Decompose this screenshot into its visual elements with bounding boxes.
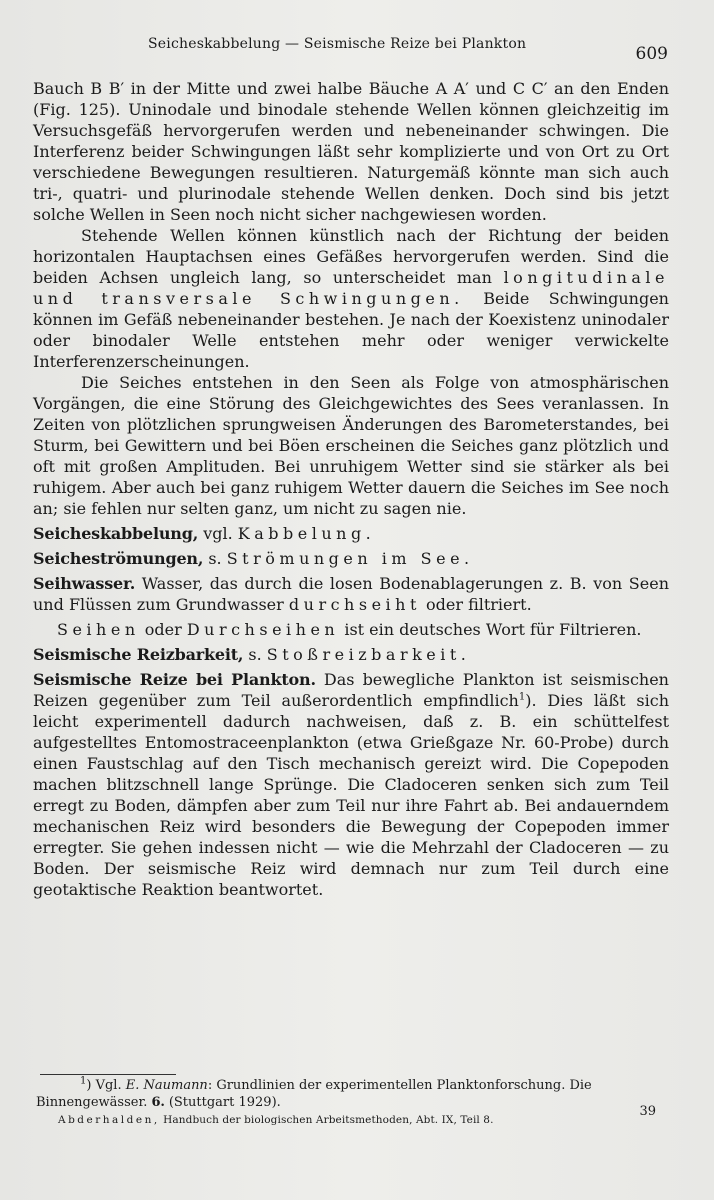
footnote-rule xyxy=(40,1074,176,1075)
entry-term: Seicheströmungen, xyxy=(33,549,204,568)
spaced-term: Durchseihen xyxy=(186,620,340,639)
paragraph-3: Die Seiches entstehen in den Seen als Folge von atmosphärischen Vorgängen, die eine Störung des Gleichgewichtes des Sees veranlassen. In Zeiten von plötzlichen sprungweisen Änderungen des Barometerstandes, bei Sturm, bei Gewittern und bei Böen erscheinen die Seiches ganz plötzlich und oft mit großen Amplituden. Bei unruhigem Wetter sind sie stärker als bei ruhigem. Aber auch bei ganz ruhigem Wetter dauern die Seiches im See noch an; sie fehlen nur selten ganz, um nicht zu sagen nie. xyxy=(33,373,669,518)
signature-mark: 39 xyxy=(639,1104,656,1119)
entry-seichestroemungen: Seicheströmungen, s. Strömungen im See. xyxy=(33,549,474,568)
spaced-term: durchseiht xyxy=(288,595,421,614)
spaced-term: longitudinale und transversale Schwingungen. xyxy=(33,268,669,308)
body-text xyxy=(33,78,669,900)
imprint-author: Abderhalden, xyxy=(58,1114,160,1126)
footnote: $^1$) Vgl. E. Naumann: Grundlinien der experimentellen Planktonforschung. Die Binnengewässer. 6. (Stuttgart 1929). xyxy=(36,1075,592,1110)
footnote-author: E. Naumann xyxy=(125,1078,208,1093)
entry-seismische-reize-plankton: Seismische Reize bei Plankton. Das bewegliche Plankton ist seismischen Reizen gegenüber zum Teil außerordentlich empfindlich$^1$). Dies läßt sich leicht experimentell dadurch nachweisen, daß z. B. ein schüttelfest aufgestelltes Entomostraceenplankton (etwa Grießgaze Nr. 60-Probe) durch einen Faustschlag auf den Tisch mechanisch gereizt wird. Die Copepoden machen blitzschnell lange Sprünge. Die Cladoceren senken sich zum Teil erregt zu Boden, dämpfen aber zum Teil nur ihre Fahrt ab. Bei andauerndem mechanischen Reiz wird besonders die Bewegung der Copepoden immer erregter. Sie gehen indessen nicht — wie die Mehrzahl der Cladoceren — zu Boden. Der seismische Reiz wird demnach nur zum Teil durch eine geotaktische Reaktion beantwortet. xyxy=(33,670,669,899)
paragraph-1: Bauch B B′ in der Mitte und zwei halbe Bäuche A A′ und C C′ an den Enden (Fig. 125). Uninodale und binodale stehende Wellen können gleichzeitig im Versuchsgefäß hervorgerufen werden und nebeneinander schwingen. Die Interferenz beider Schwingungen läßt sehr komplizierte und von Ort zu Ort verschiedene Bewegungen resultieren. Naturgemäß könnte man sich auch tri-, quatri- und plurinodale stehende Wellen denken. Doch sind bis jetzt solche Wellen in Seen noch nicht sicher nachgewiesen worden. xyxy=(33,79,669,224)
paragraph-2: Stehende Wellen können künstlich nach der Richtung der beiden horizontalen Hauptachsen eines Gefäßes hervorgerufen werden. Sind die beiden Achsen ungleich lang, so unterscheidet man longitudinale und transversale Schwingungen. Beide Schwingungen können im Gefäß nebeneinander bestehen. Je nach der Koexistenz uninodaler oder binodaler Welle entstehen mehr oder weniger verwickelte Interferenzerscheinungen. xyxy=(33,226,669,371)
page-header xyxy=(140,34,680,64)
entry-term: Seismische Reize bei Plankton. xyxy=(33,670,316,689)
entry-seicheskabbelung: Seicheskabbelung, vgl. Kabbelung. xyxy=(33,524,376,543)
page-number: 609 xyxy=(635,44,668,64)
entry-term: Seicheskabbelung, xyxy=(33,524,199,543)
entry-seihwasser: Seihwasser. Wasser, das durch die losen Bodenablagerungen z. B. von Seen und Flüssen zum Grundwasser durchseiht oder filtriert. xyxy=(33,574,669,614)
footnote-number: 1 xyxy=(80,1075,87,1087)
imprint-line: Abderhalden, Handbuch der biologischen Arbeitsmethoden, Abt. IX, Teil 8. xyxy=(58,1114,494,1126)
entry-term: Seismische Reizbarkeit, xyxy=(33,645,244,664)
spaced-term: Seihen xyxy=(57,620,140,639)
entry-seismische-reizbarkeit: Seismische Reizbarkeit, s. Stoßreizbarkeit. xyxy=(33,645,471,664)
footnote-mark: 1 xyxy=(518,691,526,703)
cross-reference: Strömungen im See. xyxy=(226,549,474,568)
entry-term: Seihwasser. xyxy=(33,574,136,593)
running-head: Seicheskabbelung — Seismische Reize bei Plankton xyxy=(148,36,527,52)
cross-reference: Kabbelung. xyxy=(237,524,376,543)
footnote-volume: 6. xyxy=(151,1095,165,1110)
cross-reference: Stoßreizbarkeit. xyxy=(266,645,471,664)
entry-seihen-note: Seihen oder Durchseihen ist ein deutsches Wort für Filtrieren. xyxy=(57,620,642,639)
